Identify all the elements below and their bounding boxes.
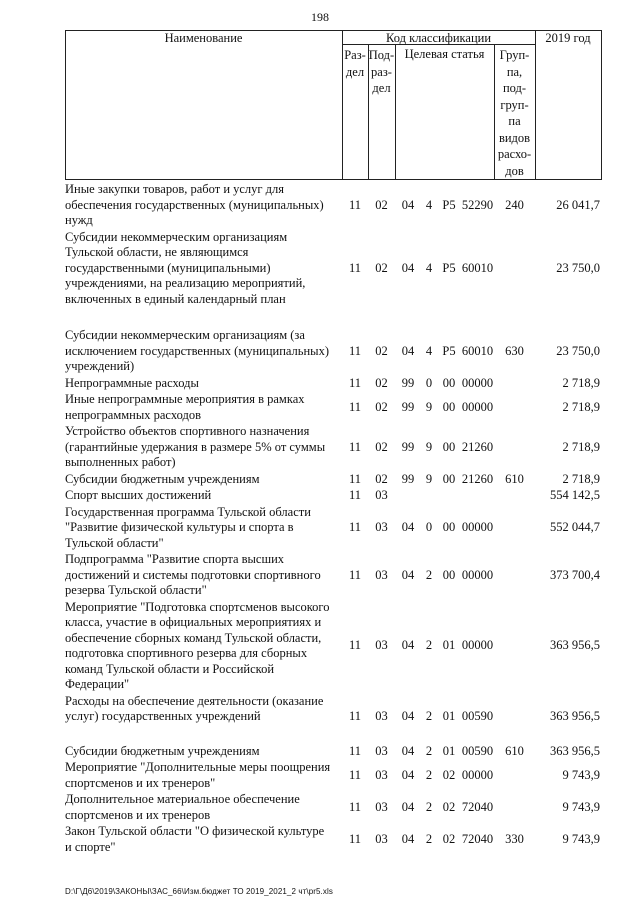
row-code-pr: 02 (375, 399, 388, 414)
row-code-c3: 02 (442, 767, 456, 782)
row-code-c4: 21260 (461, 471, 494, 486)
row-code-c3: 00 (442, 439, 456, 454)
row-code-c2: 2 (425, 767, 433, 782)
row-amount: 23 750,0 (556, 343, 600, 358)
row-name: Непрограммные расходы (65, 375, 199, 390)
row-code-c3: 00 (442, 567, 456, 582)
row-amount: 9 743,9 (562, 799, 600, 814)
row-code-pr: 03 (375, 767, 388, 782)
row-code-c3: 01 (442, 709, 456, 723)
row-name: Расходы на обеспечение деятельности (оказание услуг) государственных учреждений (65, 693, 324, 723)
row-code-c1: 04 (401, 743, 415, 758)
row-code-c2: 2 (425, 638, 433, 653)
row-code-c2: 9 (425, 471, 433, 486)
row-code-c1: 04 (401, 567, 415, 582)
table-body (65, 181, 602, 855)
row-code-rz: 11 (348, 567, 362, 582)
row-code-c2: 9 (425, 399, 433, 414)
row-name: Дополнительное материальное обеспечение спортсменов и их тренеров (65, 792, 300, 822)
row-name: Иные закупки товаров, работ и услуг для обеспечения государственных (муниципальных) нужд (65, 182, 324, 227)
row-code-c3: 02 (442, 831, 456, 846)
row-code-c2: 9 (425, 439, 433, 454)
row-code-c3: P5 (442, 343, 456, 358)
row-code-c4: 60010 (461, 260, 494, 275)
row-code-c4: 60010 (461, 343, 494, 358)
header-name: Наименование (164, 31, 243, 45)
row-code-c1: 04 (401, 197, 415, 212)
row-code-c3: P5 (442, 260, 456, 275)
row-amount: 373 700,4 (550, 567, 600, 582)
table-row (65, 791, 602, 823)
header-expense-group: Груп- па, под- груп- па видов расхо- дов (497, 48, 532, 178)
row-code-c1: 99 (401, 375, 415, 390)
row-code-pr: 02 (375, 375, 388, 390)
row-code-c2: 2 (425, 799, 433, 814)
row-code-c4: 00000 (461, 375, 494, 390)
row-code-c4: 00590 (461, 743, 494, 758)
row-code-c1: 99 (401, 399, 415, 414)
table-row (65, 391, 602, 423)
row-code-vr: 240 (505, 197, 524, 212)
row-code-c1: 04 (401, 767, 415, 782)
row-code-rz: 11 (348, 260, 362, 275)
row-code-c4: 00000 (461, 567, 494, 582)
row-code-c1: 99 (401, 439, 415, 454)
table-row (65, 743, 602, 760)
row-amount: 2 718,9 (562, 439, 600, 454)
table-row (65, 599, 602, 693)
table-row (65, 471, 602, 488)
header-target: Целевая статья (404, 47, 485, 61)
row-code-rz: 11 (348, 439, 362, 454)
table-row (65, 823, 602, 855)
row-code-pr: 02 (375, 343, 388, 358)
row-code-rz: 11 (348, 831, 362, 846)
row-code-pr: 03 (375, 638, 388, 653)
row-code-c4: 21260 (461, 439, 494, 454)
row-code-c2: 0 (425, 375, 433, 390)
file-path-footer: D:\Г\Д6\2019\ЗАКОНЫ\ЗАС_66\Изм.бюджет ТО 2019_2021_2 чт\pr5.xls (65, 887, 333, 896)
row-code-rz: 11 (348, 375, 362, 390)
row-code-c3: 00 (442, 520, 456, 534)
row-code-c2: 2 (425, 831, 433, 846)
row-code-c4: 72040 (461, 799, 494, 814)
page-number: 198 (311, 10, 329, 24)
row-name: Закон Тульской области "О физической культуре и спорте" (65, 824, 325, 854)
row-name: Устройство объектов спортивного назначения (гарантийные удержания в размере 5% от суммы выполненных работ) (65, 424, 326, 469)
row-code-c3: 00 (442, 375, 456, 390)
table-row (65, 327, 602, 375)
table-row (65, 423, 602, 471)
row-code-pr: 03 (375, 567, 388, 582)
row-code-c3: 01 (442, 638, 456, 653)
row-code-c3: 00 (442, 471, 456, 486)
row-name: Мероприятие "Дополнительные меры поощрения спортсменов и их тренеров" (65, 760, 331, 790)
table-row (65, 375, 602, 392)
row-code-c1: 99 (401, 471, 415, 486)
row-code-c4: 00000 (461, 399, 494, 414)
row-code-c1: 04 (401, 260, 415, 275)
row-code-c4: 72040 (461, 831, 494, 846)
table-row (65, 759, 602, 791)
row-code-c3: P5 (442, 197, 456, 212)
row-code-pr: 02 (375, 260, 388, 275)
row-code-vr: 630 (505, 343, 524, 358)
row-amount: 23 750,0 (556, 260, 600, 275)
row-code-c4: 00000 (461, 638, 494, 653)
row-code-rz: 11 (348, 767, 362, 782)
header-year: 2019 год (545, 31, 591, 45)
row-amount: 9 743,9 (562, 831, 600, 846)
row-code-c2: 4 (425, 260, 433, 275)
row-name: Субсидии некоммерческим организациям Тульской области, не являющимся государственными (муниципальными) учреждениями, на реализацию мероприятий, включенных в единый календарный план (65, 229, 306, 306)
row-code-pr: 03 (375, 488, 388, 502)
table-row (65, 181, 602, 229)
table-row (65, 551, 602, 599)
row-code-vr: 610 (505, 743, 524, 758)
row-code-c2: 2 (425, 567, 433, 582)
row-code-c3: 01 (442, 743, 456, 758)
row-name: Субсидии бюджетным учреждениям (65, 743, 260, 758)
row-code-c2: 4 (425, 343, 433, 358)
row-code-c1: 04 (401, 638, 415, 653)
row-name: Подпрограмма "Развитие спорта высших достижений и системы подготовки спортивного резерва Тульской области" (65, 552, 321, 597)
row-code-rz: 11 (348, 488, 362, 502)
table-row (65, 504, 602, 552)
row-code-pr: 02 (375, 471, 388, 486)
table-row (65, 693, 602, 743)
table-row (65, 229, 602, 328)
row-code-pr: 03 (375, 743, 388, 758)
row-name: Иные непрограммные мероприятия в рамках непрограммных расходов (65, 392, 305, 422)
row-code-c4: 52290 (461, 197, 494, 212)
row-amount: 9 743,9 (562, 767, 600, 782)
row-name: Субсидии некоммерческим организациям (за исключением государственных (муниципальных) учреждений) (65, 328, 329, 373)
row-code-c2: 2 (425, 709, 433, 723)
row-code-rz: 11 (348, 799, 362, 814)
row-amount: 2 718,9 (562, 471, 600, 486)
header-classification: Код классификации (385, 31, 492, 45)
row-code-rz: 11 (348, 471, 362, 486)
row-code-c1: 04 (401, 343, 415, 358)
row-code-pr: 02 (375, 439, 388, 454)
row-code-rz: 11 (348, 343, 362, 358)
header-section: Раз- дел (344, 48, 366, 79)
row-code-pr: 03 (375, 831, 388, 846)
row-code-vr: 330 (505, 831, 524, 846)
row-amount: 2 718,9 (562, 399, 600, 414)
row-name: Субсидии бюджетным учреждениям (65, 471, 260, 486)
row-code-pr: 03 (375, 799, 388, 814)
row-code-vr: 610 (505, 471, 524, 486)
row-code-rz: 11 (348, 709, 362, 723)
row-code-c1: 04 (401, 709, 415, 723)
row-amount: 363 956,5 (550, 638, 600, 653)
row-amount: 26 041,7 (556, 197, 600, 212)
row-amount: 363 956,5 (550, 709, 600, 723)
row-code-rz: 11 (348, 520, 362, 534)
row-code-c4: 00590 (461, 709, 494, 723)
row-name: Государственная программа Тульской области "Развитие физической культуры и спорта в Тульской области" (65, 504, 311, 550)
row-amount: 552 044,7 (550, 520, 600, 534)
row-code-pr: 03 (375, 709, 388, 723)
row-code-c2: 0 (425, 520, 433, 534)
row-amount: 2 718,9 (562, 375, 600, 390)
row-amount: 363 956,5 (550, 743, 600, 758)
row-code-c1: 04 (401, 831, 415, 846)
row-code-c2: 2 (425, 743, 433, 758)
row-amount: 554 142,5 (550, 488, 600, 502)
row-name: Мероприятие "Подготовка спортсменов высокого класса, участие в официальных мероприятиях и обеспечение сборных команд Тульской области, подготовка спортивного резерва для сборных команд Тульской области и Российской Федерации" (65, 599, 330, 691)
row-code-pr: 02 (375, 197, 388, 212)
row-code-rz: 11 (348, 638, 362, 653)
row-code-c2: 4 (425, 197, 433, 212)
header-subsection: Под- раз- дел (368, 48, 395, 95)
row-name: Спорт высших достижений (65, 488, 212, 502)
row-code-c1: 04 (401, 520, 415, 534)
row-code-rz: 11 (348, 399, 362, 414)
row-code-c3: 02 (442, 799, 456, 814)
row-code-rz: 11 (348, 197, 362, 212)
row-code-c1: 04 (401, 799, 415, 814)
row-code-c4: 00000 (461, 520, 494, 534)
row-code-c3: 00 (442, 399, 456, 414)
table-header (65, 30, 602, 180)
row-code-rz: 11 (348, 743, 362, 758)
table-row (65, 487, 602, 504)
row-code-pr: 03 (375, 520, 388, 534)
row-code-c4: 00000 (461, 767, 494, 782)
